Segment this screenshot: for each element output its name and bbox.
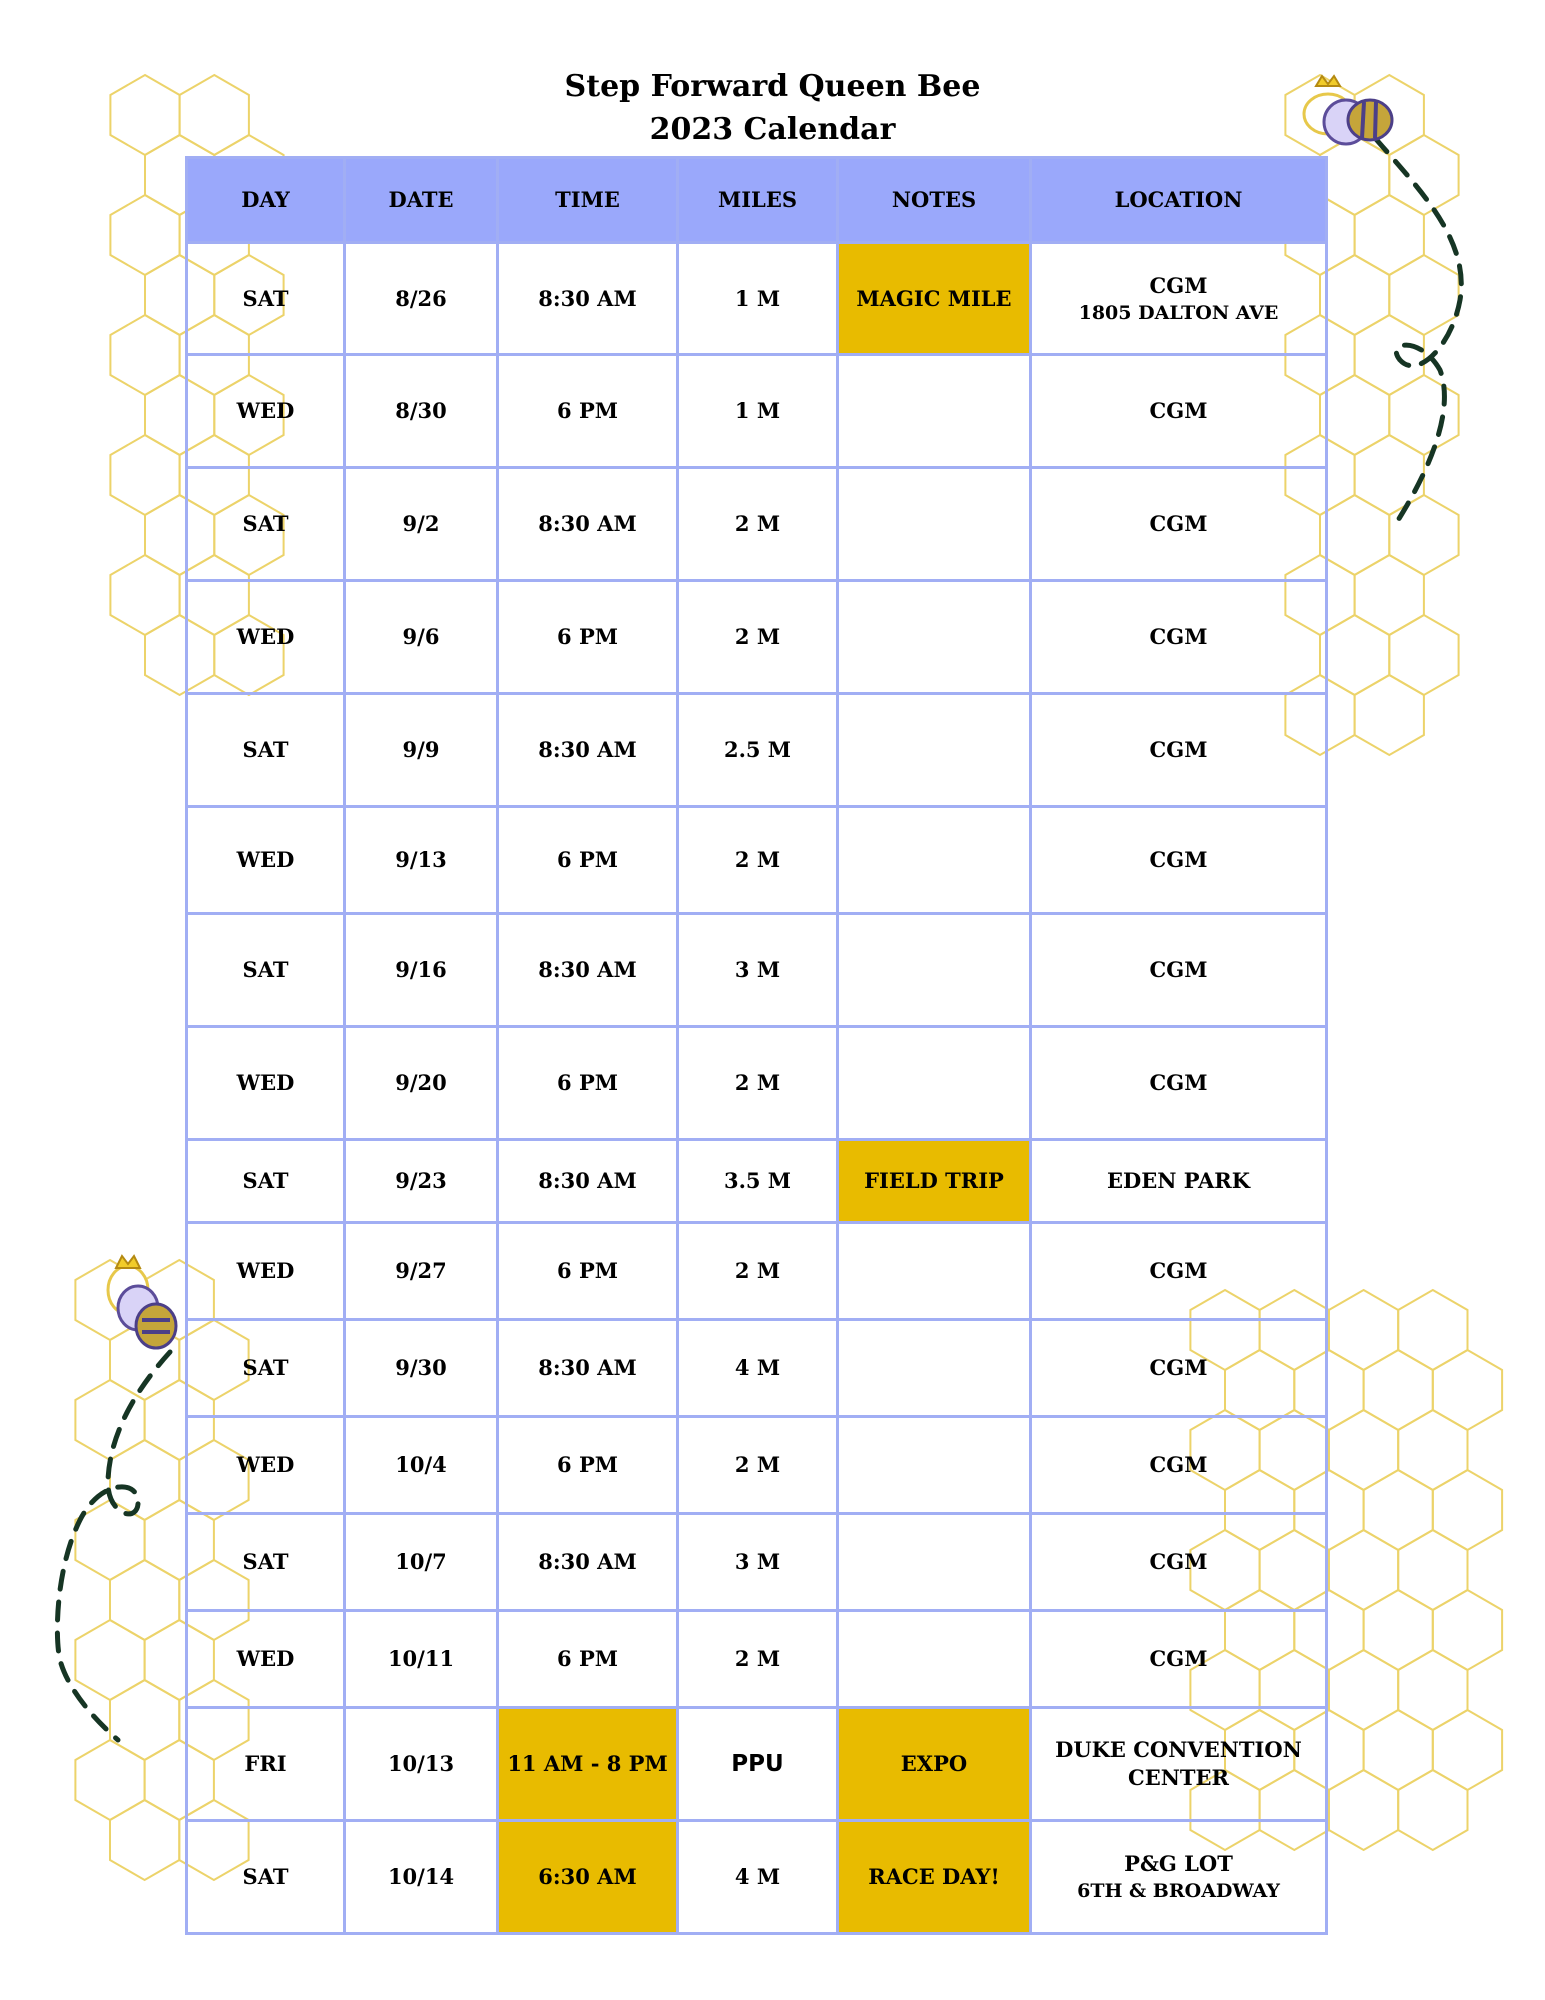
honeycomb-cell bbox=[1320, 495, 1389, 575]
cell-location-text: CGM bbox=[1149, 398, 1208, 423]
cell-date bbox=[345, 1708, 498, 1821]
cell-time-text: 8:30 AM bbox=[538, 511, 637, 536]
cell-time-text: 11 AM - 8 PM bbox=[507, 1751, 668, 1776]
cell-time bbox=[498, 355, 678, 468]
honeycomb-cell bbox=[75, 1380, 144, 1460]
cell-miles-text: 4 M bbox=[734, 1864, 781, 1889]
cell-location bbox=[1031, 1821, 1327, 1934]
honeycomb-cell bbox=[1355, 315, 1424, 395]
cell-miles bbox=[678, 694, 838, 807]
cell-day bbox=[187, 1027, 345, 1140]
cell-notes bbox=[838, 1140, 1031, 1223]
honeycomb-cell bbox=[1329, 1650, 1398, 1730]
cell-time bbox=[498, 1320, 678, 1417]
table-row bbox=[187, 914, 1327, 1027]
cell-time-text: 6 PM bbox=[557, 398, 618, 423]
cell-miles-text: 2 M bbox=[734, 511, 781, 536]
cell-location-text: CGM bbox=[1149, 1355, 1208, 1380]
cell-day bbox=[187, 468, 345, 581]
cell-time-text: 6 PM bbox=[557, 624, 618, 649]
cell-date bbox=[345, 1821, 498, 1934]
cell-day bbox=[187, 1514, 345, 1611]
cell-miles-text: 2 M bbox=[734, 1646, 781, 1671]
cell-location bbox=[1031, 1027, 1327, 1140]
header-row bbox=[187, 158, 1327, 243]
table-row bbox=[187, 694, 1327, 807]
cell-miles bbox=[678, 468, 838, 581]
cell-time-text: 6:30 AM bbox=[538, 1864, 637, 1889]
cell-time bbox=[498, 1708, 678, 1821]
cell-time-text: 6 PM bbox=[557, 847, 618, 872]
table-row bbox=[187, 1027, 1327, 1140]
cell-date-text: 8/26 bbox=[395, 285, 447, 311]
cell-location bbox=[1031, 1417, 1327, 1514]
cell-date bbox=[345, 807, 498, 914]
honeycomb-cell bbox=[1329, 1410, 1398, 1490]
cell-day bbox=[187, 807, 345, 914]
cell-time bbox=[498, 581, 678, 694]
cell-miles bbox=[678, 1027, 838, 1140]
cell-notes bbox=[838, 1417, 1031, 1514]
cell-location-text: CGM bbox=[1149, 1646, 1208, 1671]
cell-time-text: 6 PM bbox=[557, 1070, 618, 1095]
cell-date-text: 9/6 bbox=[402, 624, 440, 649]
cell-time-text: 8:30 AM bbox=[538, 957, 637, 982]
cell-date-text: 9/9 bbox=[402, 737, 440, 762]
cell-miles bbox=[678, 807, 838, 914]
cell-date-text: 9/2 bbox=[402, 511, 440, 536]
honeycomb-cell bbox=[1355, 555, 1424, 635]
location-address: 6TH & BROADWAY bbox=[1077, 1880, 1280, 1902]
cell-time bbox=[498, 1611, 678, 1708]
cell-notes-text: MAGIC MILE bbox=[856, 285, 1012, 311]
cell-day bbox=[187, 1821, 345, 1934]
cell-time-text: 6 PM bbox=[557, 1452, 618, 1477]
table-header bbox=[187, 158, 1327, 243]
cell-date bbox=[345, 581, 498, 694]
cell-location bbox=[1031, 807, 1327, 914]
header-miles: MILES bbox=[678, 158, 838, 243]
cell-date-text: 9/13 bbox=[395, 847, 447, 872]
cell-location bbox=[1031, 1611, 1327, 1708]
honeycomb-cell bbox=[1389, 375, 1458, 455]
honeycomb-cell bbox=[1320, 615, 1389, 695]
cell-time bbox=[498, 1140, 678, 1223]
cell-location-text: DUKE CONVENTION CENTER bbox=[1055, 1737, 1302, 1790]
cell-location bbox=[1031, 355, 1327, 468]
cell-location bbox=[1031, 1514, 1327, 1611]
honeycomb-cell bbox=[1433, 1470, 1502, 1550]
cell-miles bbox=[678, 1417, 838, 1514]
cell-date-text: 10/14 bbox=[387, 1864, 455, 1889]
honeycomb-cell bbox=[1320, 255, 1389, 335]
honeycomb-cell bbox=[1364, 1710, 1433, 1790]
cell-date-text: 8/30 bbox=[395, 398, 447, 423]
honeycomb-cell bbox=[110, 1800, 179, 1880]
cell-day bbox=[187, 355, 345, 468]
cell-notes bbox=[838, 1708, 1031, 1821]
cell-time-text: 8:30 AM bbox=[538, 737, 637, 762]
cell-day-text: WED bbox=[236, 1646, 295, 1671]
cell-location-text: CGM bbox=[1149, 1452, 1208, 1477]
cell-time-text: 8:30 AM bbox=[538, 1355, 637, 1380]
cell-date-text: 10/7 bbox=[395, 1549, 447, 1574]
cell-time bbox=[498, 1417, 678, 1514]
cell-date-text: 10/4 bbox=[395, 1452, 447, 1477]
cell-notes-text: RACE DAY! bbox=[868, 1864, 1000, 1889]
honeycomb-cell bbox=[110, 1560, 179, 1640]
cell-date bbox=[345, 914, 498, 1027]
honeycomb-cell bbox=[1433, 1350, 1502, 1430]
cell-miles-text: 2 M bbox=[734, 1452, 781, 1477]
cell-miles-text: 2 M bbox=[734, 1070, 781, 1095]
cell-date bbox=[345, 243, 498, 355]
cell-notes bbox=[838, 355, 1031, 468]
cell-time bbox=[498, 1821, 678, 1934]
honeycomb-cell bbox=[1389, 255, 1458, 335]
cell-date bbox=[345, 355, 498, 468]
table-row bbox=[187, 581, 1327, 694]
cell-date-text: 9/27 bbox=[395, 1258, 447, 1283]
cell-date bbox=[345, 1223, 498, 1320]
cell-notes bbox=[838, 914, 1031, 1027]
schedule-table bbox=[185, 156, 1328, 1935]
cell-date bbox=[345, 468, 498, 581]
cell-miles-text: 2 M bbox=[734, 624, 781, 649]
cell-miles-text: 3 M bbox=[734, 1549, 781, 1574]
cell-time bbox=[498, 1223, 678, 1320]
cell-time bbox=[498, 468, 678, 581]
cell-notes bbox=[838, 1320, 1031, 1417]
cell-day bbox=[187, 694, 345, 807]
cell-location-text: CGM bbox=[1149, 272, 1208, 298]
cell-notes bbox=[838, 1611, 1031, 1708]
cell-miles bbox=[678, 243, 838, 355]
cell-location-text: CGM bbox=[1149, 1258, 1208, 1283]
cell-notes bbox=[838, 694, 1031, 807]
table-body bbox=[187, 243, 1327, 1934]
honeycomb-cell bbox=[1398, 1770, 1467, 1850]
cell-time-text: 8:30 AM bbox=[538, 285, 637, 311]
cell-location-text: CGM bbox=[1149, 511, 1208, 536]
cell-day bbox=[187, 243, 345, 355]
honeycomb-cell bbox=[110, 195, 179, 275]
honeycomb-cell bbox=[1389, 615, 1458, 695]
cell-notes bbox=[838, 807, 1031, 914]
table-row bbox=[187, 807, 1327, 914]
cell-location-text: CGM bbox=[1149, 1549, 1208, 1574]
cell-day-text: FRI bbox=[244, 1751, 287, 1776]
cell-time-text: 8:30 AM bbox=[538, 1549, 637, 1574]
cell-date-text: 9/16 bbox=[395, 957, 447, 982]
cell-notes bbox=[838, 468, 1031, 581]
cell-miles bbox=[678, 1223, 838, 1320]
cell-day-text: SAT bbox=[242, 1549, 289, 1574]
cell-time-text: 8:30 AM bbox=[538, 1168, 637, 1193]
cell-miles bbox=[678, 1320, 838, 1417]
honeycomb-cell bbox=[1398, 1290, 1467, 1370]
cell-location-text: CGM bbox=[1149, 1070, 1208, 1095]
honeycomb-cell bbox=[1329, 1770, 1398, 1850]
cell-notes-text: FIELD TRIP bbox=[864, 1168, 1004, 1193]
table-row bbox=[187, 243, 1327, 355]
honeycomb-cell bbox=[110, 1440, 179, 1520]
header-notes: NOTES bbox=[838, 158, 1031, 243]
cell-miles-text: PPU bbox=[731, 1751, 784, 1777]
cell-location bbox=[1031, 1320, 1327, 1417]
honeycomb-cell bbox=[1329, 1290, 1398, 1370]
dashed-flight-path-left bbox=[57, 1352, 170, 1740]
cell-notes bbox=[838, 1514, 1031, 1611]
header-day: DAY bbox=[187, 158, 345, 243]
honeycomb-cell bbox=[1364, 1590, 1433, 1670]
honeycomb-cell bbox=[1355, 435, 1424, 515]
cell-notes bbox=[838, 1223, 1031, 1320]
table-row bbox=[187, 1821, 1327, 1934]
cell-time bbox=[498, 1514, 678, 1611]
cell-date-text: 10/13 bbox=[387, 1751, 455, 1776]
cell-date bbox=[345, 1140, 498, 1223]
cell-location bbox=[1031, 914, 1327, 1027]
honeycomb-cell bbox=[110, 315, 179, 395]
cell-day bbox=[187, 1140, 345, 1223]
cell-miles bbox=[678, 581, 838, 694]
cell-time bbox=[498, 694, 678, 807]
cell-miles bbox=[678, 1821, 838, 1934]
honeycomb-cell bbox=[1364, 1350, 1433, 1430]
cell-location-text: CGM bbox=[1149, 847, 1208, 872]
cell-miles bbox=[678, 1708, 838, 1821]
cell-location bbox=[1031, 468, 1327, 581]
cell-day bbox=[187, 1320, 345, 1417]
cell-day bbox=[187, 1611, 345, 1708]
table-row bbox=[187, 1514, 1327, 1611]
location-address: 1805 DALTON AVE bbox=[1078, 301, 1279, 324]
header-date: DATE bbox=[345, 158, 498, 243]
cell-day-text: SAT bbox=[242, 511, 289, 536]
cell-miles-text: 2 M bbox=[734, 847, 781, 872]
cell-miles-text: 2 M bbox=[734, 1258, 781, 1283]
header-time: TIME bbox=[498, 158, 678, 243]
cell-time bbox=[498, 807, 678, 914]
cell-time-text: 6 PM bbox=[557, 1646, 618, 1671]
cell-date bbox=[345, 1417, 498, 1514]
table-row bbox=[187, 1320, 1327, 1417]
cell-miles-text: 3.5 M bbox=[723, 1168, 792, 1193]
cell-day bbox=[187, 1223, 345, 1320]
cell-miles bbox=[678, 355, 838, 468]
cell-day-text: SAT bbox=[242, 1168, 289, 1193]
cell-location bbox=[1031, 243, 1327, 355]
page-subtitle: 2023 Calendar bbox=[649, 112, 896, 147]
cell-day-text: WED bbox=[236, 847, 295, 872]
honeycomb-cell bbox=[1433, 1590, 1502, 1670]
cell-time-text: 6 PM bbox=[557, 1258, 618, 1283]
cell-day-text: SAT bbox=[242, 957, 289, 982]
cell-day bbox=[187, 1417, 345, 1514]
table-row bbox=[187, 355, 1327, 468]
honeycomb-cell bbox=[75, 1740, 144, 1820]
honeycomb-cell bbox=[1355, 675, 1424, 755]
cell-miles-text: 1 M bbox=[734, 285, 781, 311]
cell-miles-text: 2.5 M bbox=[723, 737, 792, 762]
cell-day-text: WED bbox=[236, 1070, 295, 1095]
honeycomb-cell bbox=[1398, 1410, 1467, 1490]
cell-day bbox=[187, 581, 345, 694]
table-row bbox=[187, 1708, 1327, 1821]
table-row bbox=[187, 1140, 1327, 1223]
honeycomb-cell bbox=[1364, 1470, 1433, 1550]
cell-day-text: SAT bbox=[242, 1355, 289, 1380]
table-row bbox=[187, 1611, 1327, 1708]
cell-notes bbox=[838, 1027, 1031, 1140]
cell-date bbox=[345, 1320, 498, 1417]
honeycomb-cell bbox=[1398, 1650, 1467, 1730]
cell-day bbox=[187, 1708, 345, 1821]
cell-time bbox=[498, 1027, 678, 1140]
honeycomb-cell bbox=[110, 435, 179, 515]
cell-day bbox=[187, 914, 345, 1027]
header-location: LOCATION bbox=[1031, 158, 1327, 243]
table-row bbox=[187, 1223, 1327, 1320]
honeycomb-cell bbox=[110, 1680, 179, 1760]
cell-date-text: 9/23 bbox=[395, 1168, 447, 1193]
page-title: Step Forward Queen Bee bbox=[564, 69, 981, 104]
cell-location bbox=[1031, 581, 1327, 694]
cell-miles bbox=[678, 1140, 838, 1223]
honeycomb-cell bbox=[1355, 195, 1424, 275]
cell-miles bbox=[678, 1514, 838, 1611]
cell-miles-text: 4 M bbox=[734, 1355, 781, 1380]
cell-miles-text: 1 M bbox=[734, 398, 781, 423]
cell-location bbox=[1031, 1708, 1327, 1821]
cell-date bbox=[345, 694, 498, 807]
cell-notes bbox=[838, 1821, 1031, 1934]
cell-day-text: WED bbox=[236, 1258, 295, 1283]
table-row bbox=[187, 468, 1327, 581]
honeycomb-cell bbox=[75, 1620, 144, 1700]
cell-day-text: WED bbox=[236, 1452, 295, 1477]
cell-day-text: SAT bbox=[242, 737, 289, 762]
cell-location-text: EDEN PARK bbox=[1107, 1168, 1250, 1193]
cell-location-text: P&G LOT bbox=[1124, 1851, 1233, 1876]
honeycomb-cell bbox=[1320, 375, 1389, 455]
honeycomb-cell bbox=[110, 555, 179, 635]
cell-location bbox=[1031, 694, 1327, 807]
cell-day-text: WED bbox=[236, 398, 295, 423]
cell-date-text: 10/11 bbox=[387, 1646, 455, 1671]
cell-date bbox=[345, 1611, 498, 1708]
cell-day-text: SAT bbox=[242, 285, 289, 311]
table-row bbox=[187, 1417, 1327, 1514]
honeycomb-cell bbox=[1389, 495, 1458, 575]
honeycomb-cell bbox=[1398, 1530, 1467, 1610]
cell-time bbox=[498, 914, 678, 1027]
cell-date bbox=[345, 1027, 498, 1140]
cell-location-text: CGM bbox=[1149, 957, 1208, 982]
cell-miles bbox=[678, 914, 838, 1027]
cell-date bbox=[345, 1514, 498, 1611]
cell-day-text: WED bbox=[236, 624, 295, 649]
cell-location bbox=[1031, 1223, 1327, 1320]
honeycomb-cell bbox=[1433, 1710, 1502, 1790]
cell-date-text: 9/20 bbox=[395, 1070, 447, 1095]
cell-miles-text: 3 M bbox=[734, 957, 781, 982]
cell-notes-text: EXPO bbox=[900, 1751, 968, 1776]
cell-date-text: 9/30 bbox=[395, 1355, 447, 1380]
cell-location bbox=[1031, 1140, 1327, 1223]
cell-time bbox=[498, 243, 678, 355]
cell-day-text: SAT bbox=[242, 1864, 289, 1889]
cell-notes bbox=[838, 243, 1031, 355]
cell-location-text: CGM bbox=[1149, 624, 1208, 649]
cell-notes bbox=[838, 581, 1031, 694]
cell-miles bbox=[678, 1611, 838, 1708]
cell-location-text: CGM bbox=[1149, 737, 1208, 762]
honeycomb-cell bbox=[1329, 1530, 1398, 1610]
